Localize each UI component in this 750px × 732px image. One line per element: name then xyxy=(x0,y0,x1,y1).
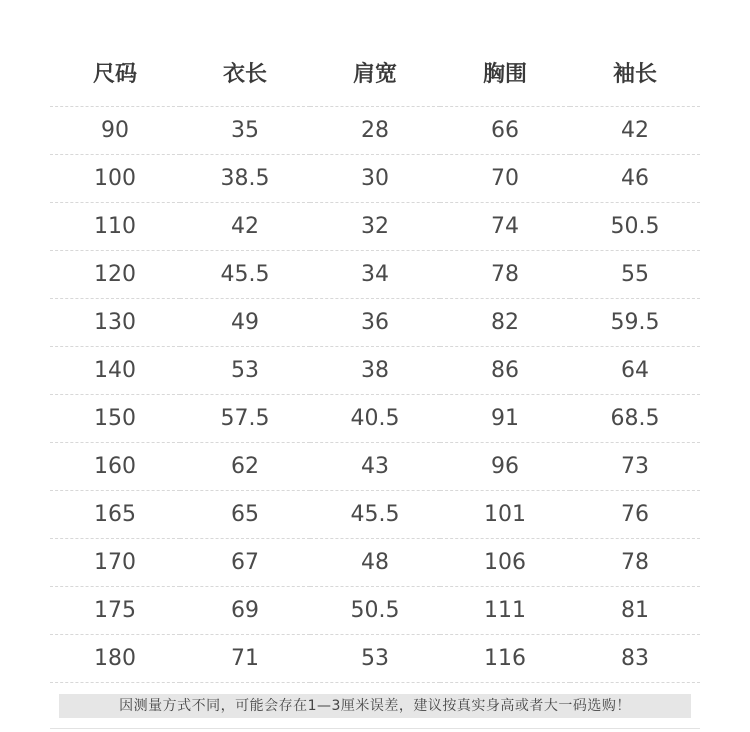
cell-size: 150 xyxy=(50,395,180,443)
bottom-divider xyxy=(50,728,700,729)
cell-chest: 82 xyxy=(440,299,570,347)
cell-length: 62 xyxy=(180,443,310,491)
header-chest: 胸围 xyxy=(440,38,570,107)
cell-size: 100 xyxy=(50,155,180,203)
cell-shoulder: 43 xyxy=(310,443,440,491)
cell-sleeve: 59.5 xyxy=(570,299,700,347)
cell-chest: 91 xyxy=(440,395,570,443)
header-size: 尺码 xyxy=(50,38,180,107)
cell-sleeve: 46 xyxy=(570,155,700,203)
header-length: 衣长 xyxy=(180,38,310,107)
table-row xyxy=(50,539,700,587)
cell-shoulder: 53 xyxy=(310,635,440,683)
cell-shoulder: 45.5 xyxy=(310,491,440,539)
header-sleeve: 袖长 xyxy=(570,38,700,107)
header-shoulder: 肩宽 xyxy=(310,38,440,107)
cell-chest: 106 xyxy=(440,539,570,587)
cell-size: 110 xyxy=(50,203,180,251)
cell-length: 57.5 xyxy=(180,395,310,443)
cell-length: 38.5 xyxy=(180,155,310,203)
table-row xyxy=(50,107,700,155)
table-row xyxy=(50,155,700,203)
cell-sleeve: 68.5 xyxy=(570,395,700,443)
cell-shoulder: 40.5 xyxy=(310,395,440,443)
table-row xyxy=(50,491,700,539)
cell-length: 49 xyxy=(180,299,310,347)
cell-length: 45.5 xyxy=(180,251,310,299)
cell-chest: 86 xyxy=(440,347,570,395)
cell-chest: 78 xyxy=(440,251,570,299)
table-row xyxy=(50,347,700,395)
cell-size: 160 xyxy=(50,443,180,491)
cell-length: 67 xyxy=(180,539,310,587)
cell-sleeve: 50.5 xyxy=(570,203,700,251)
table-header-row xyxy=(50,38,700,107)
cell-size: 180 xyxy=(50,635,180,683)
table-row xyxy=(50,299,700,347)
cell-length: 69 xyxy=(180,587,310,635)
cell-shoulder: 30 xyxy=(310,155,440,203)
cell-size: 175 xyxy=(50,587,180,635)
size-chart-table xyxy=(50,38,700,683)
cell-shoulder: 36 xyxy=(310,299,440,347)
cell-length: 53 xyxy=(180,347,310,395)
cell-chest: 70 xyxy=(440,155,570,203)
cell-sleeve: 83 xyxy=(570,635,700,683)
cell-size: 90 xyxy=(50,107,180,155)
cell-sleeve: 78 xyxy=(570,539,700,587)
cell-shoulder: 38 xyxy=(310,347,440,395)
cell-size: 130 xyxy=(50,299,180,347)
cell-chest: 74 xyxy=(440,203,570,251)
cell-size: 140 xyxy=(50,347,180,395)
cell-sleeve: 64 xyxy=(570,347,700,395)
cell-size: 120 xyxy=(50,251,180,299)
measurement-notice: 因测量方式不同，可能会存在1—3厘米误差，建议按真实身高或者大一码选购！ xyxy=(59,694,691,718)
cell-shoulder: 28 xyxy=(310,107,440,155)
cell-chest: 111 xyxy=(440,587,570,635)
cell-length: 65 xyxy=(180,491,310,539)
table-row xyxy=(50,587,700,635)
cell-chest: 116 xyxy=(440,635,570,683)
cell-sleeve: 81 xyxy=(570,587,700,635)
cell-length: 35 xyxy=(180,107,310,155)
cell-length: 71 xyxy=(180,635,310,683)
cell-shoulder: 32 xyxy=(310,203,440,251)
cell-chest: 101 xyxy=(440,491,570,539)
table-row xyxy=(50,443,700,491)
cell-shoulder: 34 xyxy=(310,251,440,299)
cell-sleeve: 55 xyxy=(570,251,700,299)
cell-shoulder: 48 xyxy=(310,539,440,587)
table-row xyxy=(50,251,700,299)
table-row xyxy=(50,203,700,251)
cell-sleeve: 76 xyxy=(570,491,700,539)
cell-length: 42 xyxy=(180,203,310,251)
table-row xyxy=(50,395,700,443)
cell-size: 165 xyxy=(50,491,180,539)
cell-chest: 96 xyxy=(440,443,570,491)
cell-sleeve: 42 xyxy=(570,107,700,155)
cell-size: 170 xyxy=(50,539,180,587)
cell-shoulder: 50.5 xyxy=(310,587,440,635)
table-row xyxy=(50,635,700,683)
cell-chest: 66 xyxy=(440,107,570,155)
cell-sleeve: 73 xyxy=(570,443,700,491)
